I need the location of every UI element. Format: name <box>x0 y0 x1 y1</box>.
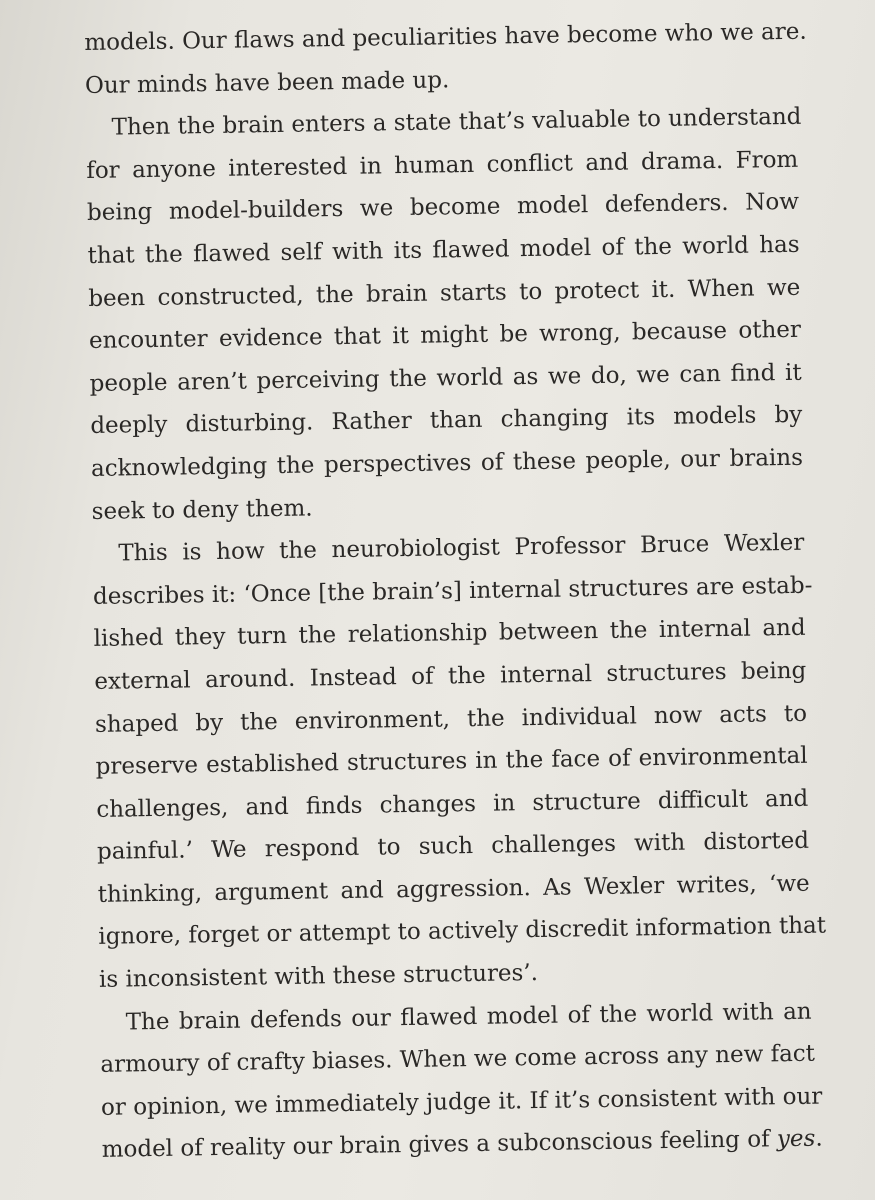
text-line-content: preserve established structures in the face of environmental <box>95 742 808 781</box>
text-line-content: is inconsistent with these structures’. <box>98 960 539 993</box>
text-line-content: armoury of crafty biases. When we come across any new fact <box>100 1040 816 1079</box>
text-line-content: The brain defends our flawed model of the world with an <box>125 998 812 1036</box>
text-line-content: describes it: ‘Once [the brain’s] internal structures are estab- <box>92 572 813 610</box>
text-line-content: This is how the neurobiologist Professor Bruce Wexler <box>118 529 805 567</box>
text-line-content: been constructed, the brain starts to protect it. When we <box>88 274 801 312</box>
text-line-content: shaped by the environment, the individual now acts to <box>94 700 808 738</box>
text-line-content: Then the brain enters a state that’s valuable to understand <box>111 103 802 141</box>
paragraph <box>85 96 804 533</box>
text-line-content: seek to deny them. <box>91 495 313 525</box>
text-line-content: for anyone interested in human conflict and drama. From <box>86 146 799 184</box>
text-line-content: thinking, argument and aggression. As Wexler writes, ‘we <box>97 870 810 908</box>
text-line-content: models. Our flaws and peculiarities have become who we are. <box>84 18 807 56</box>
emphasis-text: yes <box>776 1126 816 1153</box>
text-line-content: model of reality our brain gives a subconscious feeling of <box>101 1126 770 1164</box>
text-line-content: encounter evidence that it might be wrong, because other <box>88 316 802 355</box>
text-line-content: being model-builders we become model defenders. Now <box>86 189 800 227</box>
body-text <box>84 11 827 1172</box>
text-line-content: Our minds have been made up. <box>84 66 450 99</box>
text-line-content: acknowledging the perspectives of these people, our brains <box>90 444 804 482</box>
text-line-content: painful.’ We respond to such challenges with distorted <box>96 827 810 866</box>
text-line-content: deeply disturbing. Rather than changing its models by <box>90 402 803 440</box>
text-line-content: ignore, forget or attempt to actively discredit information that <box>98 912 827 951</box>
paragraph <box>84 11 807 107</box>
text-line-content: external around. Instead of the internal structures being <box>94 657 807 695</box>
punctuation: . <box>815 1125 823 1153</box>
paragraph <box>99 990 823 1172</box>
paragraph <box>92 522 827 1002</box>
text-line-content: that the flawed self with its flawed model of the world has <box>87 231 800 269</box>
text-line-content: challenges, and finds changes in structure difficult and <box>96 785 809 823</box>
text-line-content: lished they turn the relationship between the internal and <box>93 615 806 653</box>
text-line-content: people aren’t perceiving the world as we do, we can find it <box>89 359 802 397</box>
text-line-content: or opinion, we immediately judge it. If it’s consistent with our <box>100 1083 823 1121</box>
